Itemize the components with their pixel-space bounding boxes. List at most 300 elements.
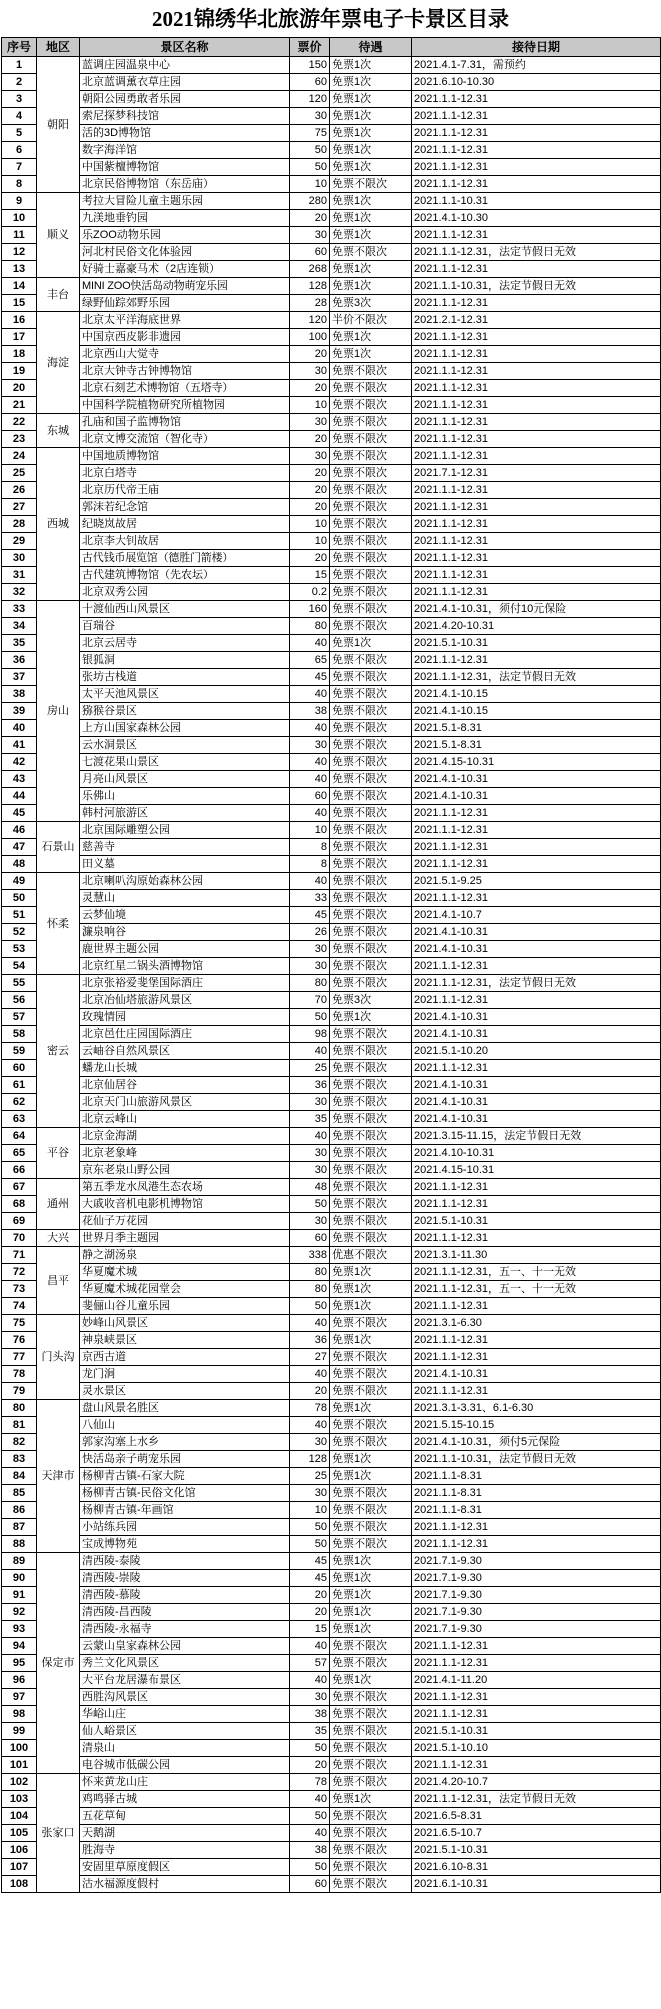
cell-price: 30 (290, 414, 330, 431)
cell-reception-date: 2021.1.1-12.31 (412, 516, 661, 533)
cell-price: 60 (290, 244, 330, 261)
cell-index: 96 (2, 1672, 37, 1689)
cell-benefit: 免票不限次 (330, 380, 412, 397)
cell-region: 昌平 (37, 1247, 80, 1315)
cell-index: 101 (2, 1757, 37, 1774)
table-row (2, 363, 661, 380)
table-row (2, 1876, 661, 1893)
cell-reception-date: 2021.1.1-10.31，法定节假日无效 (412, 1451, 661, 1468)
cell-index: 45 (2, 805, 37, 822)
cell-price: 128 (290, 278, 330, 295)
cell-reception-date: 2021.4.1-10.31 (412, 1111, 661, 1128)
cell-reception-date: 2021.7.1-9.30 (412, 1604, 661, 1621)
cell-reception-date: 2021.1.1-12.31 (412, 1689, 661, 1706)
cell-scenic-name: 云岫谷自然风景区 (80, 1043, 290, 1060)
cell-index: 102 (2, 1774, 37, 1791)
cell-index: 71 (2, 1247, 37, 1264)
cell-price: 20 (290, 1604, 330, 1621)
cell-benefit: 免票不限次 (330, 652, 412, 669)
table-row (2, 499, 661, 516)
cell-benefit: 免票不限次 (330, 737, 412, 754)
cell-reception-date: 2021.1.1-12.31 (412, 1179, 661, 1196)
cell-reception-date: 2021.1.1-12.31 (412, 397, 661, 414)
table-row (2, 278, 661, 295)
cell-scenic-name: 北京仙居谷 (80, 1077, 290, 1094)
cell-index: 63 (2, 1111, 37, 1128)
cell-scenic-name: 九渼地垂钓园 (80, 210, 290, 227)
cell-price: 8 (290, 839, 330, 856)
cell-index: 50 (2, 890, 37, 907)
cell-scenic-name: 北京云峰山 (80, 1111, 290, 1128)
cell-reception-date: 2021.1.1-10.31，法定节假日无效 (412, 278, 661, 295)
cell-region: 朝阳 (37, 57, 80, 193)
cell-benefit: 免票不限次 (330, 1230, 412, 1247)
table-row (2, 108, 661, 125)
cell-index: 20 (2, 380, 37, 397)
cell-price: 40 (290, 754, 330, 771)
cell-price: 120 (290, 91, 330, 108)
table-row (2, 1077, 661, 1094)
table-row (2, 737, 661, 754)
cell-reception-date: 2021.5.1-10.20 (412, 1043, 661, 1060)
cell-benefit: 免票1次 (330, 1468, 412, 1485)
cell-price: 40 (290, 1825, 330, 1842)
cell-reception-date: 2021.1.1-12.31 (412, 992, 661, 1009)
table-row (2, 992, 661, 1009)
table-row (2, 924, 661, 941)
cell-index: 46 (2, 822, 37, 839)
cell-index: 93 (2, 1621, 37, 1638)
cell-scenic-name: 蟠龙山长城 (80, 1060, 290, 1077)
cell-index: 9 (2, 193, 37, 210)
cell-price: 50 (290, 1808, 330, 1825)
cell-index: 57 (2, 1009, 37, 1026)
table-row (2, 1485, 661, 1502)
cell-scenic-name: 云蒙山皇家森林公园 (80, 1638, 290, 1655)
cell-index: 13 (2, 261, 37, 278)
table-row (2, 1723, 661, 1740)
cell-price: 150 (290, 57, 330, 74)
cell-reception-date: 2021.4.20-10.7 (412, 1774, 661, 1791)
cell-reception-date: 2021.1.1-12.31 (412, 1298, 661, 1315)
cell-benefit: 免票1次 (330, 1672, 412, 1689)
cell-index: 34 (2, 618, 37, 635)
cell-scenic-name: 杨柳青古镇-石家大院 (80, 1468, 290, 1485)
cell-price: 40 (290, 720, 330, 737)
cell-scenic-name: 北京石刻艺术博物馆（五塔寺） (80, 380, 290, 397)
table-row (2, 1281, 661, 1298)
table-header-row (2, 38, 661, 57)
table-row (2, 380, 661, 397)
cell-index: 58 (2, 1026, 37, 1043)
cell-region: 房山 (37, 601, 80, 822)
cell-scenic-name: 北京冶仙塔旅游风景区 (80, 992, 290, 1009)
cell-price: 15 (290, 1621, 330, 1638)
cell-scenic-name: 杨柳青古镇-年画馆 (80, 1502, 290, 1519)
cell-index: 60 (2, 1060, 37, 1077)
cell-price: 20 (290, 431, 330, 448)
cell-reception-date: 2021.1.1-12.31 (412, 822, 661, 839)
cell-scenic-name: 沽水福源度假村 (80, 1876, 290, 1893)
cell-benefit: 免票不限次 (330, 1094, 412, 1111)
cell-scenic-name: 孔庙和国子监博物馆 (80, 414, 290, 431)
table-row (2, 805, 661, 822)
cell-price: 280 (290, 193, 330, 210)
cell-region: 门头沟 (37, 1315, 80, 1400)
cell-reception-date: 2021.1.1-12.31 (412, 159, 661, 176)
cell-scenic-name: 五花草甸 (80, 1808, 290, 1825)
cell-benefit: 免票1次 (330, 1604, 412, 1621)
cell-benefit: 免票不限次 (330, 601, 412, 618)
cell-index: 99 (2, 1723, 37, 1740)
table-row (2, 91, 661, 108)
cell-region: 顺义 (37, 193, 80, 278)
cell-scenic-name: 北京红星二锅头酒博物馆 (80, 958, 290, 975)
cell-benefit: 免票1次 (330, 142, 412, 159)
cell-benefit: 免票不限次 (330, 516, 412, 533)
cell-benefit: 免票不限次 (330, 788, 412, 805)
cell-scenic-name: 鸡鸣驿古城 (80, 1791, 290, 1808)
cell-benefit: 免票不限次 (330, 363, 412, 380)
cell-benefit: 免票不限次 (330, 669, 412, 686)
cell-benefit: 免票不限次 (330, 1145, 412, 1162)
cell-reception-date: 2021.1.1-12.31 (412, 176, 661, 193)
cell-region: 丰台 (37, 278, 80, 312)
cell-reception-date: 2021.6.5-8.31 (412, 1808, 661, 1825)
cell-scenic-name: 数字海洋馆 (80, 142, 290, 159)
table-row (2, 227, 661, 244)
cell-reception-date: 2021.1.1-12.31 (412, 1655, 661, 1672)
cell-reception-date: 2021.4.1-10.31 (412, 1026, 661, 1043)
table-row (2, 1179, 661, 1196)
table-row (2, 890, 661, 907)
cell-benefit: 免票1次 (330, 261, 412, 278)
cell-scenic-name: 大戚收音机电影机博物馆 (80, 1196, 290, 1213)
cell-region: 密云 (37, 975, 80, 1128)
cell-index: 97 (2, 1689, 37, 1706)
cell-index: 1 (2, 57, 37, 74)
cell-scenic-name: 北京白塔寺 (80, 465, 290, 482)
cell-scenic-name: 韩村河旅游区 (80, 805, 290, 822)
cell-index: 33 (2, 601, 37, 618)
cell-benefit: 免票不限次 (330, 1434, 412, 1451)
cell-region: 东城 (37, 414, 80, 448)
cell-index: 104 (2, 1808, 37, 1825)
cell-reception-date: 2021.1.1-12.31 (412, 567, 661, 584)
cell-price: 10 (290, 176, 330, 193)
cell-price: 20 (290, 1587, 330, 1604)
cell-reception-date: 2021.1.1-12.31 (412, 1230, 661, 1247)
cell-benefit: 免票不限次 (330, 907, 412, 924)
cell-benefit: 免票不限次 (330, 1825, 412, 1842)
cell-index: 16 (2, 312, 37, 329)
cell-scenic-name: 河北村民俗文化体验园 (80, 244, 290, 261)
cell-price: 60 (290, 788, 330, 805)
cell-scenic-name: 清泉山 (80, 1740, 290, 1757)
cell-scenic-name: 华夏魔术城花园堂会 (80, 1281, 290, 1298)
cell-reception-date: 2021.1.1-8.31 (412, 1468, 661, 1485)
cell-index: 74 (2, 1298, 37, 1315)
table-row (2, 567, 661, 584)
cell-benefit: 免票不限次 (330, 686, 412, 703)
cell-benefit: 免票不限次 (330, 1808, 412, 1825)
cell-scenic-name: 北京喇叭沟原始森林公园 (80, 873, 290, 890)
cell-index: 88 (2, 1536, 37, 1553)
cell-scenic-name: 古代钱币展览馆（德胜门箭楼） (80, 550, 290, 567)
cell-benefit: 免票不限次 (330, 1179, 412, 1196)
cell-benefit: 免票不限次 (330, 465, 412, 482)
cell-benefit: 免票不限次 (330, 1485, 412, 1502)
cell-index: 67 (2, 1179, 37, 1196)
cell-benefit: 免票不限次 (330, 499, 412, 516)
cell-price: 20 (290, 550, 330, 567)
cell-price: 40 (290, 873, 330, 890)
cell-scenic-name: 北京大钟寺古钟博物馆 (80, 363, 290, 380)
cell-benefit: 免票不限次 (330, 1859, 412, 1876)
cell-price: 38 (290, 1842, 330, 1859)
cell-benefit: 免票1次 (330, 1281, 412, 1298)
table-row (2, 1740, 661, 1757)
cell-benefit: 免票1次 (330, 108, 412, 125)
table-row (2, 652, 661, 669)
table-row (2, 1128, 661, 1145)
cell-benefit: 免票1次 (330, 1621, 412, 1638)
cell-index: 7 (2, 159, 37, 176)
column-header-benefit: 待遇 (330, 38, 412, 57)
table-row (2, 397, 661, 414)
cell-price: 30 (290, 363, 330, 380)
cell-reception-date: 2021.4.1-10.31 (412, 771, 661, 788)
cell-scenic-name: 北京民俗博物馆（东岳庙） (80, 176, 290, 193)
table-row (2, 261, 661, 278)
cell-reception-date: 2021.3.1-11.30 (412, 1247, 661, 1264)
cell-scenic-name: 快活岛亲子萌宠乐园 (80, 1451, 290, 1468)
cell-benefit: 免票不限次 (330, 1366, 412, 1383)
cell-reception-date: 2021.1.1-12.31 (412, 1638, 661, 1655)
cell-reception-date: 2021.1.1-12.31 (412, 890, 661, 907)
cell-reception-date: 2021.4.1-10.31 (412, 1077, 661, 1094)
table-row (2, 907, 661, 924)
cell-price: 38 (290, 1706, 330, 1723)
cell-region: 怀柔 (37, 873, 80, 975)
table-row (2, 856, 661, 873)
cell-scenic-name: MINI ZOO快活岛动物萌宠乐园 (80, 278, 290, 295)
table-row (2, 312, 661, 329)
cell-scenic-name: 中国紫檀博物馆 (80, 159, 290, 176)
cell-scenic-name: 郭沫若纪念馆 (80, 499, 290, 516)
cell-benefit: 免票1次 (330, 1451, 412, 1468)
cell-benefit: 免票不限次 (330, 873, 412, 890)
cell-benefit: 免票不限次 (330, 958, 412, 975)
cell-price: 78 (290, 1774, 330, 1791)
cell-price: 30 (290, 1094, 330, 1111)
cell-index: 79 (2, 1383, 37, 1400)
cell-benefit: 免票不限次 (330, 1077, 412, 1094)
cell-price: 10 (290, 516, 330, 533)
cell-index: 28 (2, 516, 37, 533)
cell-scenic-name: 灵水景区 (80, 1383, 290, 1400)
cell-scenic-name: 电谷城市低碳公园 (80, 1757, 290, 1774)
cell-scenic-name: 朝阳公园勇敢者乐园 (80, 91, 290, 108)
cell-price: 40 (290, 1638, 330, 1655)
cell-scenic-name: 天鹅湖 (80, 1825, 290, 1842)
cell-index: 19 (2, 363, 37, 380)
cell-scenic-name: 八仙山 (80, 1417, 290, 1434)
cell-benefit: 免票不限次 (330, 244, 412, 261)
cell-reception-date: 2021.1.1-12.31 (412, 805, 661, 822)
cell-benefit: 免票不限次 (330, 1043, 412, 1060)
cell-price: 75 (290, 125, 330, 142)
cell-scenic-name: 十渡仙西山风景区 (80, 601, 290, 618)
cell-reception-date: 2021.7.1-9.30 (412, 1553, 661, 1570)
cell-reception-date: 2021.1.1-12.31 (412, 1060, 661, 1077)
table-row (2, 1247, 661, 1264)
cell-index: 22 (2, 414, 37, 431)
cell-scenic-name: 纪晓岚故居 (80, 516, 290, 533)
cell-reception-date: 2021.4.1-10.31，须付5元保险 (412, 1434, 661, 1451)
cell-scenic-name: 北京邑仕庄园国际酒庄 (80, 1026, 290, 1043)
cell-price: 40 (290, 1366, 330, 1383)
cell-reception-date: 2021.4.1-10.31，须付10元保险 (412, 601, 661, 618)
cell-index: 48 (2, 856, 37, 873)
cell-index: 14 (2, 278, 37, 295)
cell-region: 西城 (37, 448, 80, 601)
cell-reception-date: 2021.1.1-12.31 (412, 550, 661, 567)
cell-price: 50 (290, 1519, 330, 1536)
table-row (2, 975, 661, 992)
table-row (2, 1859, 661, 1876)
cell-reception-date: 2021.4.1-10.7 (412, 907, 661, 924)
cell-benefit: 免票1次 (330, 74, 412, 91)
cell-index: 64 (2, 1128, 37, 1145)
cell-index: 54 (2, 958, 37, 975)
cell-price: 40 (290, 635, 330, 652)
cell-scenic-name: 杨柳青古镇-民俗文化馆 (80, 1485, 290, 1502)
cell-scenic-name: 濂泉响谷 (80, 924, 290, 941)
cell-benefit: 免票不限次 (330, 1876, 412, 1893)
cell-scenic-name: 乐ZOO动物乐园 (80, 227, 290, 244)
cell-reception-date: 2021.6.5-10.7 (412, 1825, 661, 1842)
table-row (2, 142, 661, 159)
cell-index: 82 (2, 1434, 37, 1451)
cell-reception-date: 2021.4.1-10.30 (412, 210, 661, 227)
cell-reception-date: 2021.5.1-8.31 (412, 720, 661, 737)
table-row (2, 1145, 661, 1162)
cell-price: 30 (290, 941, 330, 958)
table-row (2, 414, 661, 431)
cell-scenic-name: 北京国际雕塑公园 (80, 822, 290, 839)
cell-price: 45 (290, 669, 330, 686)
cell-scenic-name: 田义墓 (80, 856, 290, 873)
table-row (2, 1451, 661, 1468)
cell-scenic-name: 北京天门山旅游风景区 (80, 1094, 290, 1111)
table-row (2, 1332, 661, 1349)
table-row (2, 1230, 661, 1247)
cell-benefit: 免票不限次 (330, 1638, 412, 1655)
cell-price: 20 (290, 1383, 330, 1400)
cell-reception-date: 2021.4.15-10.31 (412, 754, 661, 771)
cell-price: 50 (290, 1859, 330, 1876)
cell-benefit: 免票不限次 (330, 839, 412, 856)
cell-benefit: 免票不限次 (330, 1060, 412, 1077)
cell-reception-date: 2021.1.1-12.31 (412, 1196, 661, 1213)
cell-index: 106 (2, 1842, 37, 1859)
table-row (2, 635, 661, 652)
cell-index: 78 (2, 1366, 37, 1383)
cell-index: 42 (2, 754, 37, 771)
cell-benefit: 免票1次 (330, 635, 412, 652)
cell-index: 26 (2, 482, 37, 499)
cell-scenic-name: 索尼探梦科技馆 (80, 108, 290, 125)
table-row (2, 720, 661, 737)
cell-reception-date: 2021.1.1-12.31 (412, 329, 661, 346)
cell-benefit: 免票不限次 (330, 1723, 412, 1740)
cell-scenic-name: 考拉大冒险儿童主题乐园 (80, 193, 290, 210)
cell-scenic-name: 北京历代帝王庙 (80, 482, 290, 499)
cell-price: 27 (290, 1349, 330, 1366)
table-row (2, 1774, 661, 1791)
table-row (2, 1043, 661, 1060)
cell-price: 50 (290, 1536, 330, 1553)
table-row (2, 1162, 661, 1179)
table-row (2, 244, 661, 261)
cell-benefit: 免票不限次 (330, 1417, 412, 1434)
cell-index: 32 (2, 584, 37, 601)
cell-reception-date: 2021.5.15-10.15 (412, 1417, 661, 1434)
cell-reception-date: 2021.4.1-10.31 (412, 924, 661, 941)
cell-benefit: 免票不限次 (330, 397, 412, 414)
cell-scenic-name: 胜海寺 (80, 1842, 290, 1859)
cell-index: 47 (2, 839, 37, 856)
cell-index: 31 (2, 567, 37, 584)
cell-region: 保定市 (37, 1553, 80, 1774)
cell-price: 10 (290, 397, 330, 414)
cell-index: 98 (2, 1706, 37, 1723)
cell-scenic-name: 宝成博物苑 (80, 1536, 290, 1553)
table-row (2, 822, 661, 839)
cell-index: 84 (2, 1468, 37, 1485)
cell-index: 80 (2, 1400, 37, 1417)
cell-index: 53 (2, 941, 37, 958)
cell-benefit: 免票不限次 (330, 1026, 412, 1043)
cell-benefit: 免票不限次 (330, 414, 412, 431)
cell-benefit: 免票不限次 (330, 941, 412, 958)
cell-price: 20 (290, 380, 330, 397)
cell-reception-date: 2021.1.1-12.31 (412, 227, 661, 244)
cell-reception-date: 2021.1.1-12.31，五一、十一无效 (412, 1281, 661, 1298)
cell-reception-date: 2021.1.1-12.31 (412, 142, 661, 159)
cell-price: 20 (290, 482, 330, 499)
cell-scenic-name: 慈善寺 (80, 839, 290, 856)
cell-reception-date: 2021.1.1-12.31 (412, 499, 661, 516)
cell-scenic-name: 活的3D博物馆 (80, 125, 290, 142)
cell-index: 72 (2, 1264, 37, 1281)
cell-scenic-name: 中国科学院植物研究所植物园 (80, 397, 290, 414)
cell-benefit: 免票1次 (330, 210, 412, 227)
cell-price: 30 (290, 1689, 330, 1706)
cell-price: 40 (290, 1791, 330, 1808)
cell-index: 81 (2, 1417, 37, 1434)
cell-scenic-name: 清西陵-崇陵 (80, 1570, 290, 1587)
cell-index: 95 (2, 1655, 37, 1672)
cell-price: 60 (290, 1230, 330, 1247)
cell-reception-date: 2021.7.1-9.30 (412, 1621, 661, 1638)
cell-price: 40 (290, 1672, 330, 1689)
cell-scenic-name: 中国京西皮影非遗园 (80, 329, 290, 346)
table-row (2, 1536, 661, 1553)
cell-index: 25 (2, 465, 37, 482)
cell-scenic-name: 北京文博交流馆（智化寺） (80, 431, 290, 448)
